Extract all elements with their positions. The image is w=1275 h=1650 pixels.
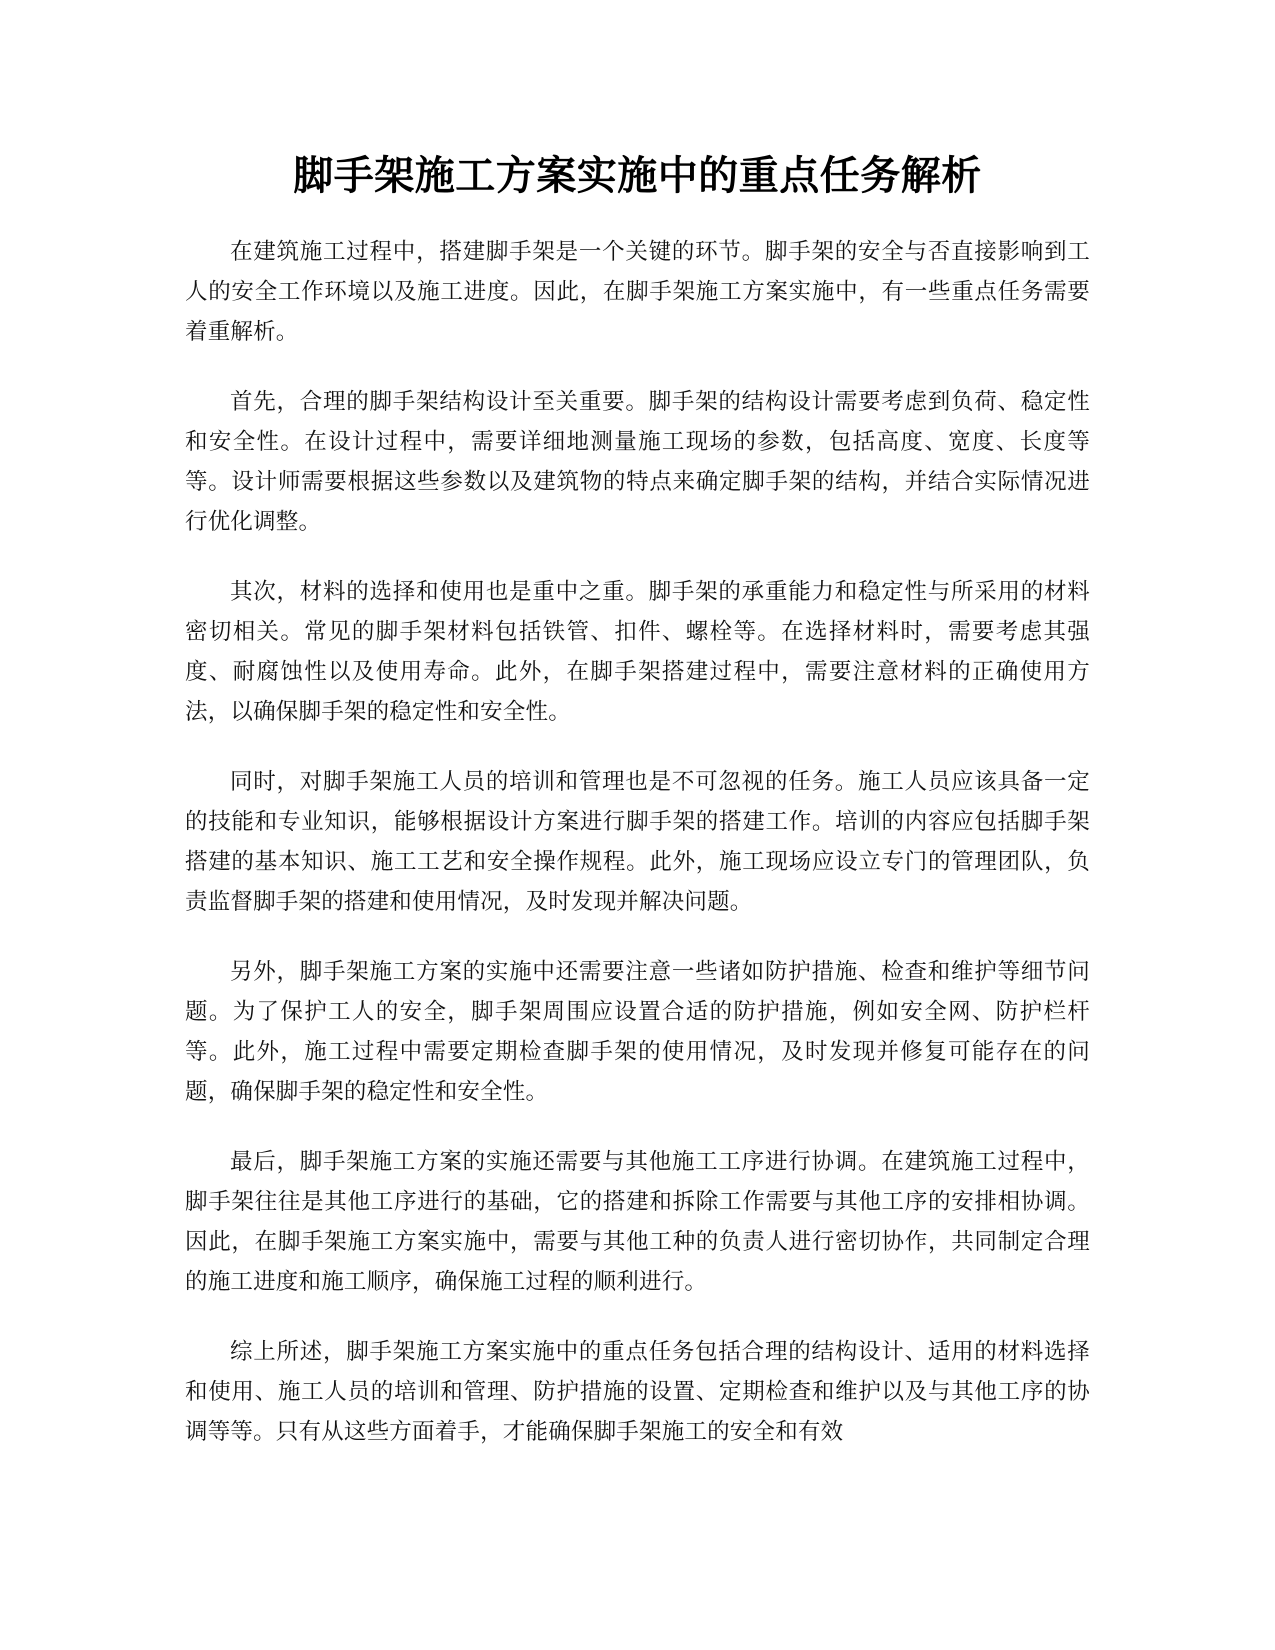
paragraph-coordination: 最后，脚手架施工方案的实施还需要与其他施工工序进行协调。在建筑施工过程中，脚手架往往是其他工序进行的基础，它的搭建和拆除工作需要与其他工序的安排相协调。因此，在脚手架施工方案实施中，需要与其他工种的负责人进行密切协作，共同制定合理的施工进度和施工顺序，确保施工过程的顺利进行。 bbox=[185, 1149, 1090, 1295]
paragraph-materials: 其次，材料的选择和使用也是重中之重。脚手架的承重能力和稳定性与所采用的材料密切相关。常见的脚手架材料包括铁管、扣件、螺栓等。在选择材料时，需要考虑其强度、耐腐蚀性以及使用寿命。此外，在脚手架搭建过程中，需要注意材料的正确使用方法，以确保脚手架的稳定性和安全性。 bbox=[185, 579, 1090, 725]
document-title: 脚手架施工方案实施中的重点任务解析 bbox=[293, 153, 982, 199]
paragraph-structure-design: 首先，合理的脚手架结构设计至关重要。脚手架的结构设计需要考虑到负荷、稳定性和安全性。在设计过程中，需要详细地测量施工现场的参数，包括高度、宽度、长度等等。设计师需要根据这些参数以及建筑物的特点来确定脚手架的结构，并结合实际情况进行优化调整。 bbox=[185, 389, 1090, 535]
paragraph-summary: 综上所述，脚手架施工方案实施中的重点任务包括合理的结构设计、适用的材料选择和使用、施工人员的培训和管理、防护措施的设置、定期检查和维护以及与其他工序的协调等等。只有从这些方面着手，才能确保脚手架施工的安全和有效 bbox=[185, 1339, 1090, 1445]
paragraph-protection: 另外，脚手架施工方案的实施中还需要注意一些诸如防护措施、检查和维护等细节问题。为了保护工人的安全，脚手架周围应设置合适的防护措施，例如安全网、防护栏杆等。此外，施工过程中需要定期检查脚手架的使用情况，及时发现并修复可能存在的问题，确保脚手架的稳定性和安全性。 bbox=[185, 959, 1090, 1105]
paragraph-training: 同时，对脚手架施工人员的培训和管理也是不可忽视的任务。施工人员应该具备一定的技能和专业知识，能够根据设计方案进行脚手架的搭建工作。培训的内容应包括脚手架搭建的基本知识、施工工艺和安全操作规程。此外，施工现场应设立专门的管理团队，负责监督脚手架的搭建和使用情况，及时发现并解决问题。 bbox=[185, 769, 1090, 915]
document-body bbox=[185, 232, 1090, 1482]
paragraph-intro: 在建筑施工过程中，搭建脚手架是一个关键的环节。脚手架的安全与否直接影响到工人的安全工作环境以及施工进度。因此，在脚手架施工方案实施中，有一些重点任务需要着重解析。 bbox=[185, 239, 1090, 345]
